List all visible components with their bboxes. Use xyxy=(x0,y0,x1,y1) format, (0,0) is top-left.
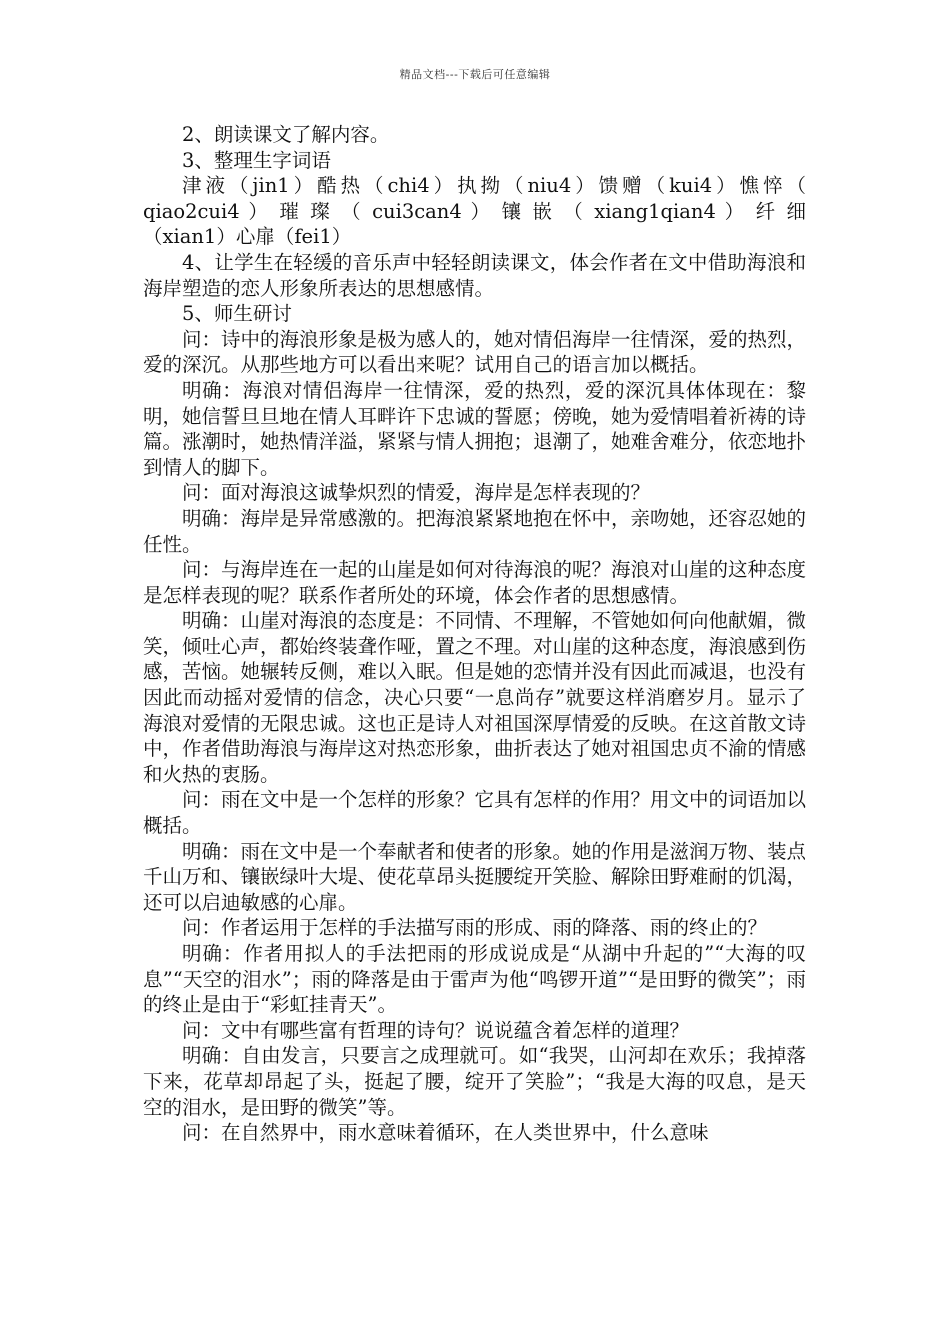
paragraph: 明确：海岸是异常感激的。把海浪紧紧地抱在怀中，亲吻她，还容忍她的任性。 xyxy=(143,506,807,556)
paragraph: 明确：作者用拟人的手法把雨的形成说成是“从湖中升起的”“大海的叹息”“天空的泪水”；雨的降落是由于雷声为他“鸣锣开道”“是田野的微笑”；雨的终止是由于“彩虹挂青天”。 xyxy=(143,942,806,1017)
paragraph: 问：雨在文中是一个怎样的形象？它具有怎样的作用？用文中的词语加以概括。 xyxy=(143,788,807,838)
paragraph: 3、整理生字词语 xyxy=(182,148,331,172)
paragraph: 问：文中有哪些富有哲理的诗句？说说蕴含着怎样的道理？ xyxy=(182,1018,690,1042)
page-header: 精品文档---下载后可任意编辑 xyxy=(399,68,551,81)
paragraph: 问：在自然界中，雨水意味着循环，在人类世界中，什么意味 xyxy=(182,1121,709,1145)
paragraph: 问：作者运用于怎样的手法描写雨的形成、雨的降落、雨的终止的？ xyxy=(182,916,768,940)
paragraph: 问：与海岸连在一起的山崖是如何对待海浪的呢？海浪对山崖的这种态度是怎样表现的呢？联系作者所处的环境，体会作者的思想感情。 xyxy=(143,558,807,607)
paragraph: 明确：自由发言，只要言之成理就可。如“我哭，山河却在欢乐；我掉落下来，花草却昂起了头，挺起了腰，绽开了笑脸”；“我是大海的叹息，是天空的泪水，是田野的微笑”等。 xyxy=(143,1044,806,1119)
paragraph: 明确：海浪对情侣海岸一往情深，爱的热烈，爱的深沉具体体现在：黎明，她信誓旦旦地在情人耳畔许下忠诚的誓愿；傍晚，她为爱情唱着祈祷的诗篇。涨潮时，她热情洋溢，紧紧与情人拥抱；退潮了，她难舍难分，依恋地扑到情人的脚下。 xyxy=(143,378,807,479)
paragraph: 问：诗中的海浪形象是极为感人的，她对情侣海岸一往情深，爱的热烈，爱的深沉。从那些地方可以看出来呢？试用自己的语言加以概括。 xyxy=(143,327,807,377)
paragraph: 2、朗读课文了解内容。 xyxy=(182,123,390,146)
paragraph: 津液（jin1）酷热（chi4）执拗（niu4）馈赠（kui4）憔悴（ qiao2cui4 ） 璀 璨 （ cui3can4 ） 镶 嵌 （ xiang1qian4 ） 纤 细（xian1）心扉（fei1） xyxy=(143,174,806,249)
document-body xyxy=(143,122,806,1146)
paragraph: 问：面对海浪这诚挚炽烈的情爱，海岸是怎样表现的？ xyxy=(182,481,651,505)
paragraph: 明确：山崖对海浪的态度是：不同情、不理解，不管她如何向他献媚，微笑，倾吐心声，都始终装聋作哑，置之不理。对山崖的这种态度，海浪感到伤感，苦恼。她辗转反侧，难以入眠。但是她的恋情并没有因此而减退，也没有因此而动摇对爱情的信念，决心只要“一息尚存”就要这样消磨岁月。显示了海浪对爱情的无限忠诚。这也正是诗人对祖国深厚情爱的反映。在这首散文诗中，作者借助海浪与海岸这对热恋形象，曲折表达了她对祖国忠贞不渝的情感和火热的衷肠。 xyxy=(143,609,807,786)
paragraph: 4、让学生在轻缓的音乐声中轻轻朗读课文，体会作者在文中借助海浪和海岸塑造的恋人形象所表达的思想感情。 xyxy=(143,250,806,300)
paragraph: 5、师生研讨 xyxy=(182,302,292,326)
paragraph: 明确：雨在文中是一个奉献者和使者的形象。她的作用是滋润万物、装点千山万和、镶嵌绿叶大堤、使花草昂头挺腰绽开笑脸、解除田野难耐的饥渴，还可以启迪敏感的心扉。 xyxy=(143,839,807,914)
